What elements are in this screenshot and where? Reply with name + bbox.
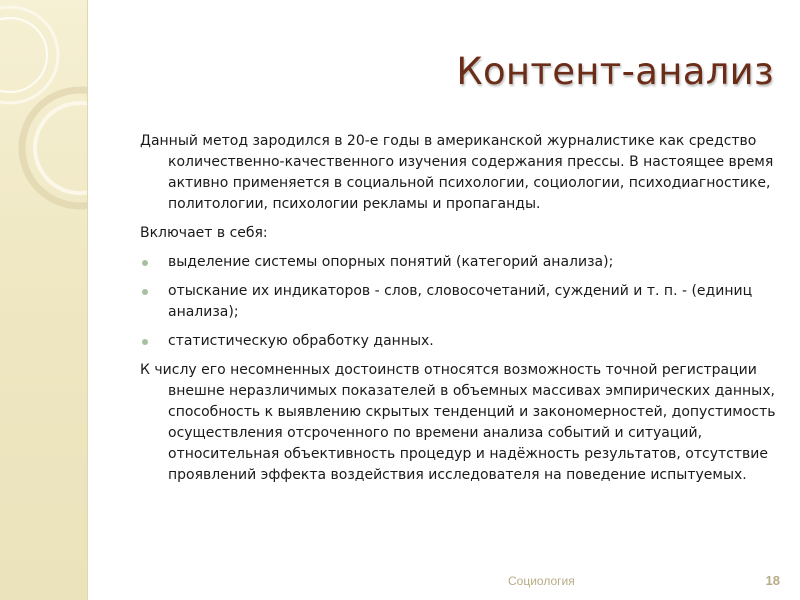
decorative-circles: [0, 0, 88, 600]
page-number: 18: [765, 573, 780, 588]
conclusion-paragraph: К числу его несомненных достоинств относятся возможность точной регистрации внешне неразличимых показателей в объемных массивах эмпирических данных, способность к выявлению скрытых тенденций и закономерностей, допустимость осуществления отсроченного по времени анализа событий и ситуаций, относительная объективность процедур и надёжность результатов, отсутствие проявлений эффекта воздействия исследователя на поведение испытуемых.: [140, 362, 776, 483]
bullet-list: [140, 252, 780, 352]
footer-text: Социология: [508, 574, 575, 588]
deco-circle-top-inner: [0, 18, 47, 92]
decorative-sidebar: [0, 0, 88, 600]
list-item: [140, 281, 780, 323]
bullet-text: отыскание их индикаторов - слов, словосочетаний, суждений и т. п. - (единиц анализа);: [168, 283, 753, 320]
deco-circle-mid-inner: [35, 103, 88, 193]
slide-content: [140, 131, 780, 494]
bullet-text: статистическую обработку данных.: [168, 333, 434, 349]
bullet-text: выделение системы опорных понятий (категорий анализа);: [168, 254, 614, 270]
bullet-icon: [142, 289, 148, 295]
slide-title: Контент-анализ: [456, 50, 774, 93]
includes-label: Включает в себя:: [140, 225, 268, 241]
list-item: [140, 331, 780, 352]
bullet-icon: [142, 260, 148, 266]
deco-circle-top-outer: [0, 7, 58, 103]
bullet-icon: [142, 339, 148, 345]
list-item: [140, 252, 780, 273]
deco-circle-mid-outer: [22, 90, 88, 206]
intro-paragraph: Данный метод зародился в 20-е годы в американской журналистике как средство количественно-качественного изучения содержания прессы. В настоящее время активно применяется в социальной психологии, социологии, психодиагностике, политологии, психологии рекламы и пропаганды.: [140, 133, 774, 212]
